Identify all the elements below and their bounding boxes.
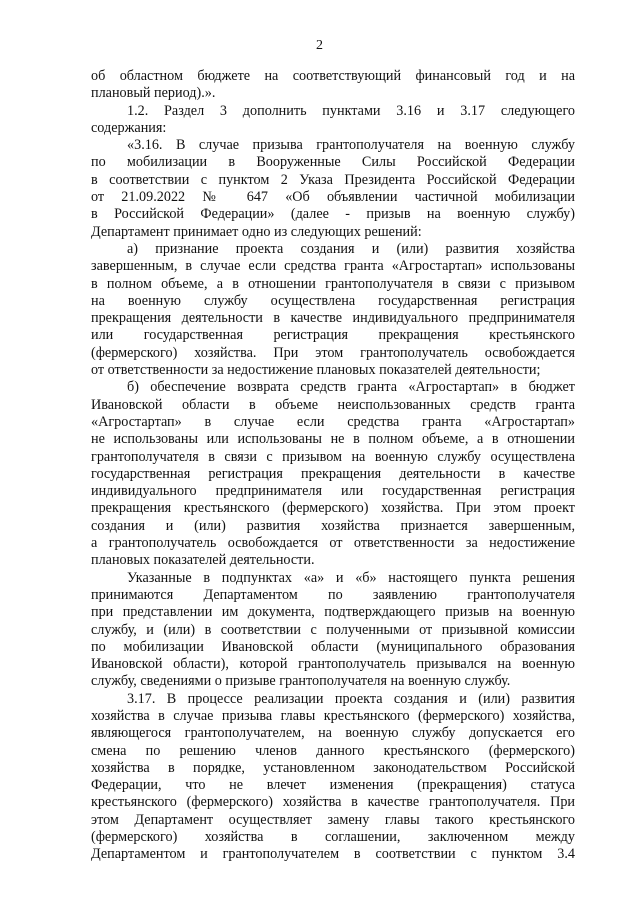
text-line: 3.17. В процессе реализации проекта создания и (или) развития [127, 690, 575, 707]
text-line: создания и (или) развития хозяйства признается завершенным, [91, 517, 575, 534]
text-line: службу, и (или) в соответствии с полученными от призывной комиссии [91, 621, 575, 638]
text-line: Ивановской области), которой грантополучатель призывался на военную [91, 656, 575, 673]
text-line: Ивановской области в объеме неиспользованных средств гранта [91, 396, 575, 413]
text-line: 1.2. Раздел 3 дополнить пунктами 3.16 и 3.17 следующего [127, 102, 575, 119]
text-line: являющегося грантополучателем, на военную службу допускается его [91, 725, 575, 742]
text-line: содержания: [91, 119, 167, 136]
text-line: смена по решению членов данного крестьянского (фермерского) [91, 742, 575, 759]
page-number: 2 [316, 38, 323, 53]
text-line: а) признание проекта создания и (или) развития хозяйства [127, 240, 575, 257]
text-line: б) обеспечение возврата средств гранта «Агростартап» в бюджет [127, 379, 575, 396]
text-line: на военную службу осуществлена государственная регистрация [91, 292, 575, 309]
text-line: от 21.09.2022 № 647 «Об объявлении частичной мобилизации [91, 189, 575, 206]
text-line: по мобилизации Ивановской области (муниципального образования [91, 638, 575, 655]
text-line: Федерации, что не влечет изменения (прекращения) статуса [91, 777, 575, 794]
text-line: по мобилизации в Вооруженные Силы Российской Федерации [91, 154, 575, 171]
text-line: завершенным, в случае если средства гранта «Агростартап» использованы [91, 258, 575, 275]
text-line: от ответственности за недостижение плановых показателей деятельности; [91, 362, 541, 379]
text-line: а грантополучатель освобождается от ответственности за недостижение [91, 535, 575, 552]
text-line: службу, сведениями о призыве грантополучателя на военную службу. [91, 673, 511, 690]
text-line: хозяйства в порядке, установленном законодательством Российской [91, 759, 575, 776]
text-line: в соответствии с пунктом 2 Указа Президента Российской Федерации [91, 171, 575, 188]
text-line: «3.16. В случае призыва грантополучателя на военную службу [127, 137, 575, 154]
text-line: крестьянского (фермерского) хозяйства в качестве грантополучателя. При [91, 794, 575, 811]
text-line: этом Департамент осуществляет замену главы такого крестьянского [91, 811, 575, 828]
text-line: прекращения деятельности в качестве индивидуального предпринимателя [91, 310, 575, 327]
document-body [91, 68, 575, 864]
text-line: об областном бюджете на соответствующий финансовый год и на [91, 68, 575, 84]
text-line: «Агростартап» в случае если средства гранта «Агростартап» [91, 413, 575, 430]
text-line: (фермерского) хозяйства. При этом грантополучатель освобождается [91, 344, 575, 361]
text-line: не использованы или использованы не в полном объеме, а в отношении [91, 431, 575, 448]
text-line: или государственная регистрация прекращения крестьянского [91, 327, 575, 344]
text-line: хозяйства в случае призыва главы крестьянского (фермерского) хозяйства, [91, 707, 575, 724]
text-line: государственная регистрация прекращения деятельности в качестве [91, 465, 575, 482]
text-line: грантополучателя в связи с призывом на военную службу осуществлена [91, 448, 575, 465]
text-line: (фермерского) хозяйства в соглашении, заключенном между [91, 829, 575, 846]
text-line: Указанные в подпунктах «а» и «б» настоящего пункта решения [127, 569, 575, 586]
text-line: плановый период).». [91, 85, 216, 102]
text-line: в Российской Федерации» (далее - призыв на военную службу) [91, 206, 575, 223]
text-line: в полном объеме, а в отношении грантополучателя в связи с призывом [91, 275, 575, 292]
text-line: Департамент принимает одно из следующих решений: [91, 223, 422, 240]
text-line: прекращения крестьянского (фермерского) хозяйства. При этом проект [91, 500, 575, 517]
text-line: Департаментом и грантополучателем в соответствии с пунктом 3.4 [91, 846, 575, 863]
text-line: плановых показателей деятельности. [91, 552, 315, 569]
text-line: при представлении им документа, подтверждающего призыв на военную [91, 604, 575, 621]
text-line: принимаются Департаментом по заявлению грантополучателя [91, 586, 575, 603]
text-line: индивидуального предпринимателя или государственная регистрация [91, 483, 575, 500]
